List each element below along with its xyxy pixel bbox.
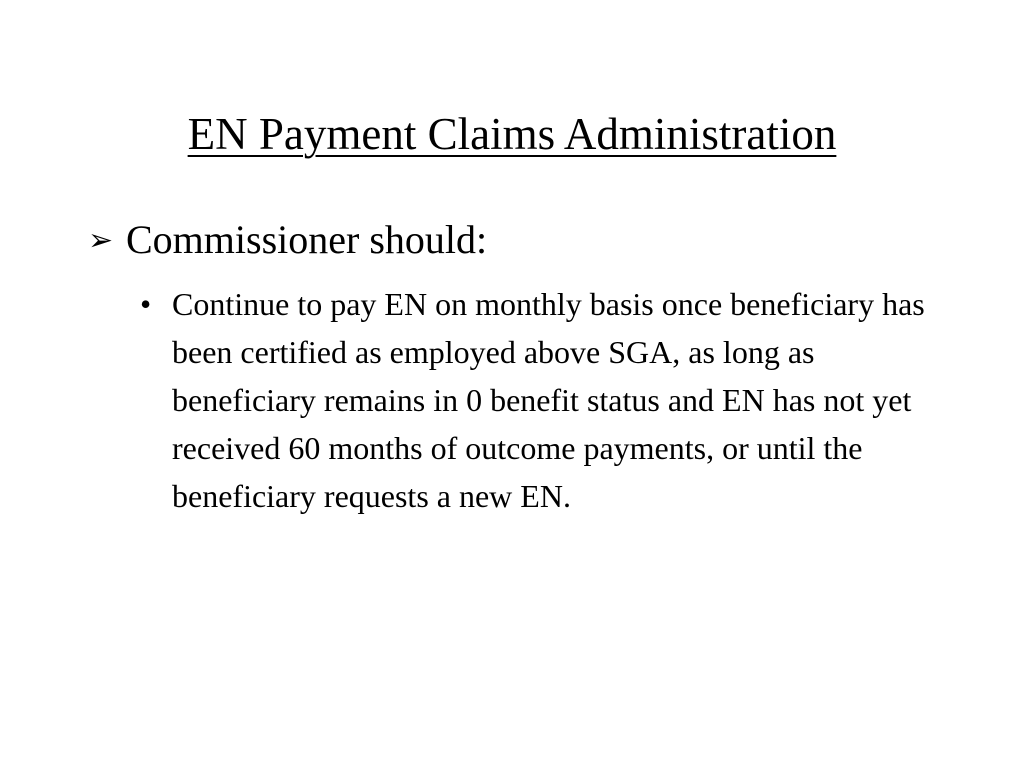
sub-bullet-point-text: Continue to pay EN on monthly basis once beneficiary has been certified as employed above SGA, as long as beneficiary remains in 0 benefit status and EN has not yet received 60 months of outcome payments, or until the beneficiary requests a new EN.	[172, 286, 925, 514]
slide-title: EN Payment Claims Administration	[187, 109, 837, 159]
dot-bullet-icon: •	[140, 286, 152, 322]
sub-bullet-point	[140, 280, 940, 520]
bullet-point-text: Commissioner should:	[126, 217, 488, 262]
arrow-bullet-icon: ➢	[88, 224, 114, 257]
bullet-point	[88, 214, 487, 270]
